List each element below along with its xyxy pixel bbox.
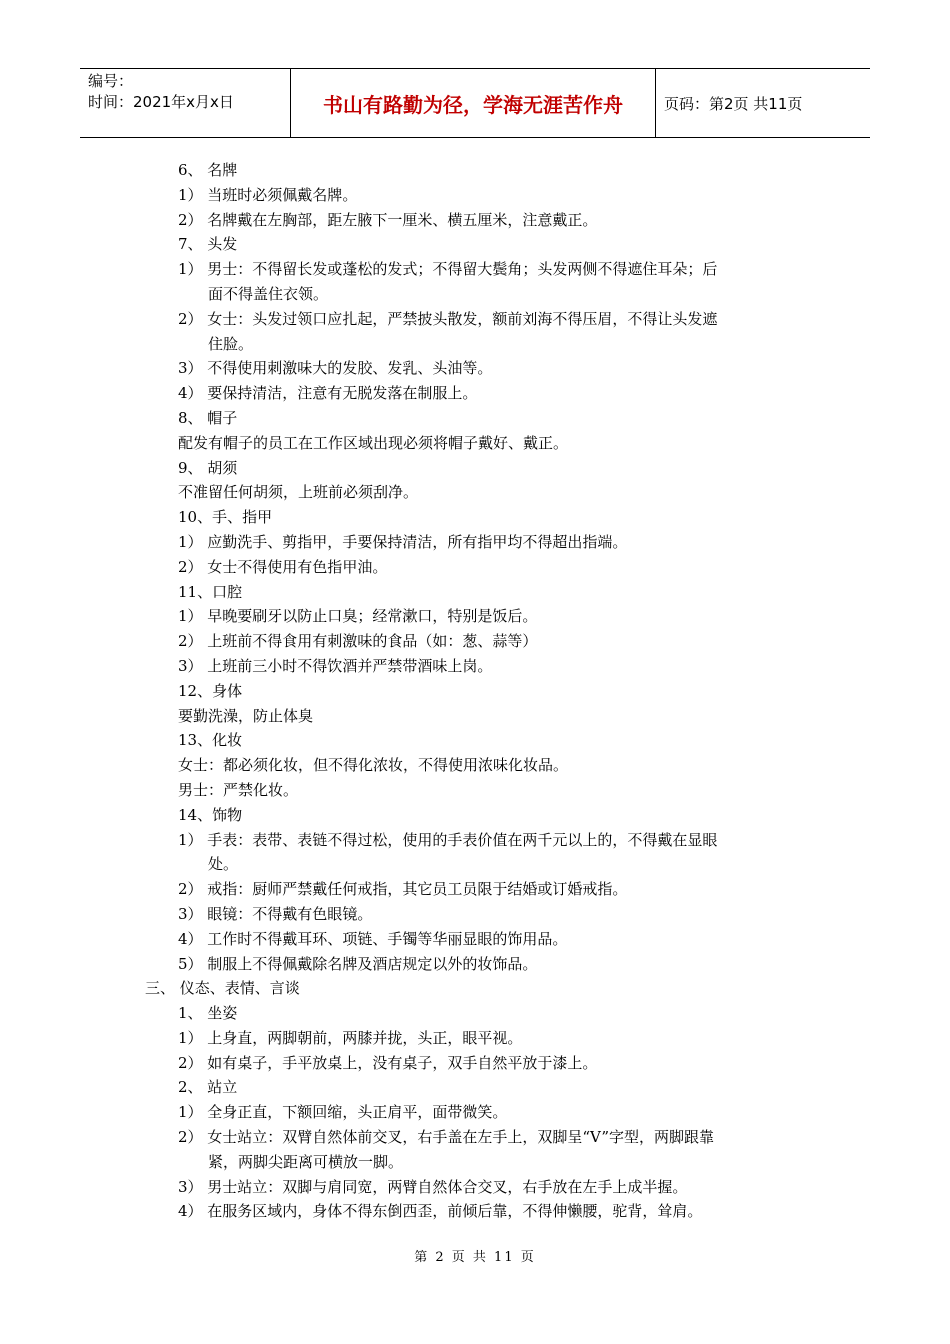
list-item: 1） 上身直，两脚朝前，两膝并拢，头正，眼平视。 xyxy=(178,1028,523,1047)
list-item: 3） 眼镜：不得戴有色眼镜。 xyxy=(178,904,373,923)
list-item-continuation: 紧，两脚尖距离可横放一脚。 xyxy=(208,1152,404,1171)
list-item: 2） 上班前不得食用有刺激味的食品（如：葱、蒜等） xyxy=(178,632,538,651)
list-item: 1） 应勤洗手、剪指甲，手要保持清洁，所有指甲均不得超出指端。 xyxy=(178,532,628,551)
list-item: 4） 工作时不得戴耳环、项链、手镯等华丽显眼的饰用品。 xyxy=(178,929,568,948)
section-heading: 9、 胡须 xyxy=(178,458,238,477)
header-info xyxy=(80,69,291,137)
section-heading: 1、 坐姿 xyxy=(178,1004,238,1023)
list-item: 4） 要保持清洁，注意有无脱发落在制服上。 xyxy=(178,384,478,403)
list-item: 4） 在服务区域内，身体不得东倒西歪，前倾后靠，不得伸懒腰，驼背，耸肩。 xyxy=(178,1202,703,1221)
list-item: 2） 名牌戴在左胸部，距左腋下一厘米、横五厘米，注意戴正。 xyxy=(178,210,598,229)
paragraph: 配发有帽子的员工在工作区域出现必须将帽子戴好、戴正。 xyxy=(178,433,569,452)
section-heading: 10、手、指甲 xyxy=(178,508,273,527)
section-heading: 7、 头发 xyxy=(178,235,238,254)
header-page-number: 页码：第2页 共11页 xyxy=(664,94,803,113)
page-footer: 第 2 页 共 11 页 xyxy=(414,1250,536,1265)
list-item: 2） 如有桌子，手平放桌上，没有桌子，双手自然平放于漆上。 xyxy=(178,1053,598,1072)
document-number: 编号： xyxy=(88,72,134,90)
list-item: 1） 男士：不得留长发或蓬松的发式；不得留大鬓角；头发两侧不得遮住耳朵；后 xyxy=(178,260,718,279)
section-heading: 14、饰物 xyxy=(178,805,243,824)
list-item: 1） 早晚要刷牙以防止口臭；经常漱口，特别是饭后。 xyxy=(178,607,538,626)
paragraph: 不准留任何胡须，上班前必须刮净。 xyxy=(178,483,419,502)
section-heading: 2、 站立 xyxy=(178,1078,238,1097)
list-item-continuation: 处。 xyxy=(208,855,239,874)
header-motto: 书山有路勤为径，学海无涯苦作舟 xyxy=(291,69,656,137)
paragraph: 要勤洗澡，防止体臭 xyxy=(178,706,314,725)
list-item: 1） 全身正直，下额回缩，头正肩平，面带微笑。 xyxy=(178,1103,508,1122)
chapter-heading: 三、 仪态、表情、言谈 xyxy=(145,979,300,998)
list-item: 2） 戒指：厨师严禁戴任何戒指，其它员工员限于结婚或订婚戒指。 xyxy=(178,880,628,899)
list-item: 2） 女士站立：双臂自然体前交叉，右手盖在左手上，双脚呈“V”字型，两脚跟靠 xyxy=(178,1128,715,1147)
document-time: 时间：2021年x月x日 xyxy=(88,93,234,111)
list-item: 2） 女士：头发过领口应扎起，严禁披头散发，额前刘海不得压眉，不得让头发遮 xyxy=(178,309,718,328)
section-heading: 12、身体 xyxy=(178,681,243,700)
list-item: 2） 女士不得使用有色指甲油。 xyxy=(178,557,388,576)
list-item-continuation: 住脸。 xyxy=(208,334,254,353)
list-item-continuation: 面不得盖住衣领。 xyxy=(208,284,329,303)
list-item: 3） 男士站立：双脚与肩同宽，两臂自然体合交叉，右手放在左手上成半握。 xyxy=(178,1177,688,1196)
list-item: 3） 上班前三小时不得饮酒并严禁带酒味上岗。 xyxy=(178,656,493,675)
paragraph: 男士：严禁化妆。 xyxy=(178,780,299,799)
paragraph: 女士：都必须化妆，但不得化浓妆，不得使用浓味化妆品。 xyxy=(178,756,569,775)
section-heading: 6、 名牌 xyxy=(178,161,238,179)
section-heading: 8、 帽子 xyxy=(178,408,238,427)
section-heading: 11、口腔 xyxy=(178,582,243,601)
list-item: 3） 不得使用刺激味大的发胶、发乳、头油等。 xyxy=(178,359,493,378)
section-heading: 13、化妆 xyxy=(178,731,243,750)
list-item: 1） 手表：表带、表链不得过松，使用的手表价值在两千元以上的，不得戴在显眼 xyxy=(178,830,718,849)
document-body xyxy=(0,158,950,1224)
list-item: 1） 当班时必须佩戴名牌。 xyxy=(178,185,358,204)
list-item: 5） 制服上不得佩戴除名牌及酒店规定以外的妆饰品。 xyxy=(178,954,538,973)
page-header xyxy=(80,68,870,138)
